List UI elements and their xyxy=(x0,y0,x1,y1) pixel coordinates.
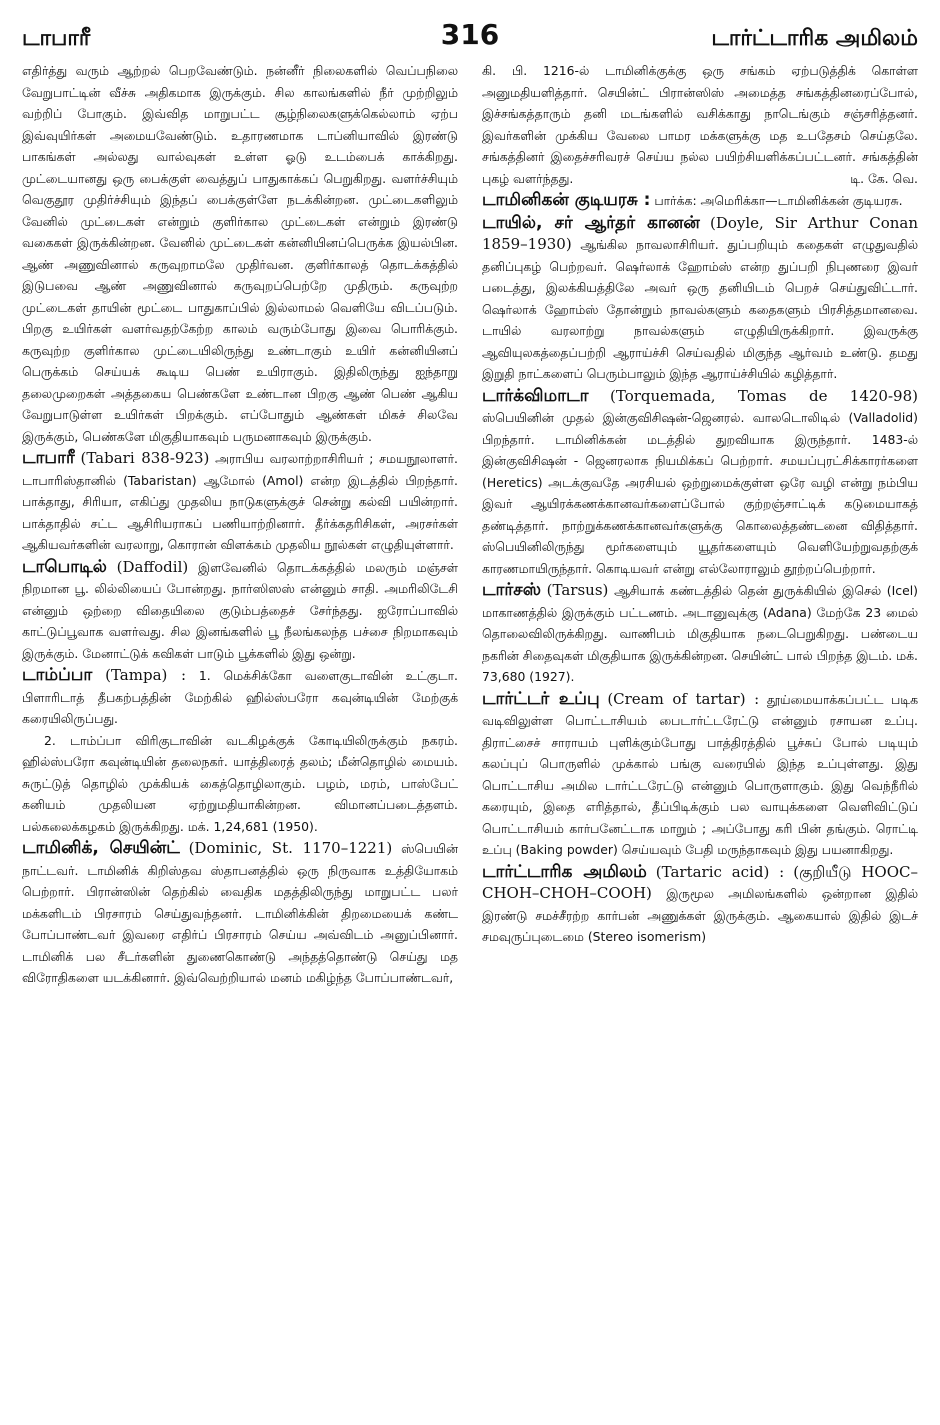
left-column xyxy=(22,60,458,1400)
entry-english: (Cream of tartar) : xyxy=(607,689,760,708)
entry-headword: டாமினிக், செயின்ட் xyxy=(22,838,180,858)
entry-tampa-part-2: 2. டாம்ப்பா விரிகுடாவின் வடகிழக்குக் கோடியிலிருக்கும் நகரம். ஹில்ஸ்பரோ கவுன்டியின் தலைநகர். யாத்திரைத் தலம்; மீன்தொழில் மையம். சுருட்டுத் தொழில் முக்கியக் கைத்தொழிலாகும். பழம், மரம், பாஸ்பேட் கனியம் முதலியன ஏற்றுமதியாகின்றன. விமானப்படைத்தளம். பல்கலைக்கழகம் இருக்கிறது. மக். 1,24,681 (1950). xyxy=(22,732,458,834)
entry-english: (Doyle, Sir Arthur Conan 1859–1930) xyxy=(482,213,918,253)
header-right-headword: டார்ட்டாரிக அமிலம் xyxy=(711,26,918,51)
continued-text: கி. பி. 1216-ல் டாமினிக்குக்கு ஒரு சங்கம் ஏற்படுத்திக் கொள்ள அனுமதியளித்தார். செயின்ட் பிரான்ஸிஸ் அமைத்த சங்கத்தினரைப்போல், இச்சங்கத்தாரும் தனி மடங்களில் வசிக்காது நாடெங்கும் சஞ்சரித்தனர். இவர்களின் முக்கிய வேலை பாமர மக்களுக்கு மத உபதேசம் செய்தலே. சங்கத்தினர் இதைச்சரிவரச் செய்ய நல்ல பயிற்சியளிக்கப்பட்டனர். சங்கத்தின் புகழ் வளர்ந்தது. xyxy=(482,63,918,186)
entry-body: ஸ்பெயின் நாட்டவர். டாமினிக் கிறிஸ்தவ ஸ்தாபனத்தில் ஒரு நிருவாக உத்தியோகம் பெற்றார். பிரான்ஸின் தெற்கில் வைதிக மதத்திலிருந்து மாறுபட்ட பலர் மக்களிடம் பிரசாரம் செய்துவந்தனர். டாமினிக்கின் திறமையைக் கண்ட போப்பாண்டவர் இவரை எதிர்ப் பிரசாரம் செய்ய அவ்விடம் அனுப்பினார். டாமினிக் பல சீடர்களின் துணைகொண்டு அந்தத்தொண்டு செய்து மத விரோதிகளை யடக்கினார். இவ்வெற்றியால் மனம் மகிழ்ந்த போப்பாண்டவர், xyxy=(22,841,458,985)
entry-body: பார்க்க: அமெரிக்கா—டாமினிக்கன் குடியரசு. xyxy=(654,193,903,208)
entry-english: (Daffodil) xyxy=(116,557,189,576)
page xyxy=(22,18,918,1408)
entry-body: 1. மெக்சிக்கோ வளைகுடாவின் உட்குடா. பிளாரிடாத் தீபகற்பத்தின் மேற்கில் ஹில்ஸ்பரோ கவுன்டியின் மேற்குக் கரையிலிருப்பது. xyxy=(22,668,458,726)
entry-headword: டாபொடில் xyxy=(22,556,107,577)
entry-body: தூய்மையாக்கப்பட்ட படிக வடிவிலுள்ள பொட்டாசியம் பைடார்ட்டரேட்டு என்னும் ரசாயன உப்பு. திராட்சைச் சாராயம் புளிக்கும்போது பாத்திரத்தில் பூச்சுப் போல் படியும் கலப்புப் பொருளில் முக்கால் பங்கு வரையில் இந்த உப்புள்ளது. இது பொட்டாசிய அமில டார்ட்டரேட்டு என்னும் பொருளாகும். இது வெந்நீரில் கரையும், இதை எரித்தால், தீப்பிடிக்கும் பல வாயுக்களை வெளிவிட்டுப் பொட்டாசியம் கார்பனேட்டாக மாறும் ; அப்போது கரி பின் தங்கும். ரொட்டி உப்பு (Baking powder) செய்யவும் பேதி மருந்தாகவும் இது பயனாகிறது. xyxy=(482,691,918,857)
entry-torquemada xyxy=(482,386,918,580)
entry-body: இளவேனில் தொடக்கத்தில் மலரும் மஞ்சள் நிறமான பூ. லில்லியைப் போன்றது. நார்ஸிஸஸ் என்னும் சாதி. அமரிலிடேசி என்னும் ஒற்றை விதையிலை குடும்பத்தைச் சேர்ந்தது. ஐரோப்பாவில் காட்டுப்பூவாக வளர்வது. சில இனங்களில் பூ நீலங்கலந்த பச்சை நிறமாகவும் இருக்கும். மேனாட்டுக் கவிகள் பாடும் பூக்களில் இது ஒன்று. xyxy=(22,559,458,661)
entry-headword: டாபாரீ xyxy=(22,448,75,468)
entry-doyle xyxy=(482,213,918,385)
chemical-formula: (குறியீடு HOOC–CHOH–CHOH–COOH) xyxy=(482,862,918,902)
running-header xyxy=(22,18,918,58)
entry-headword: டாயில், சர் ஆர்தர் கானன் xyxy=(482,212,700,233)
entry-english: (Torquemada, Tomas de 1420-98) xyxy=(610,386,918,405)
entry-headword: டார்க்விமாடா xyxy=(482,385,589,406)
entry-english: (Dominic, St. 1170–1221) xyxy=(188,839,393,857)
entry-body: ஸ்பெயினின் முதல் இன்குவிசிஷன்-ஜெனரல். வாலடொலிடில் (Valladolid) பிறந்தார். டாமினிக்கன் மடத்தில் துறவியாக இருந்தார். 1483-ல் இன்குவிசிஷன் - ஜெனரலாக நியமிக்கப் பெற்றார். சமயப்புரட்சிக்காரர்களை (Heretics) அடக்குவதே அரசியல் ஒற்றுமைக்குள்ள ஒரே வழி என்று நம்பிய இவர் ஆயிரக்கணக்கானவர்களைப்போல் குற்றஞ்சாட்டிக் கடுமையாகத் தண்டித்தார். நாற்றுக்கணக்கானவர்களுக்கு கொலைத்தண்டனை விதித்தார். ஸ்பெயினிலிருந்து மூர்களையும் யூதர்களையும் வெளியேற்றுவதற்குக் காரணமாயிருந்தார். கொடியவர் என்று எல்லோராலும் தூற்றப்பெற்றார். xyxy=(482,410,918,576)
page-number: 316 xyxy=(440,18,500,51)
entry-body: ஆசியாக் கண்டத்தில் தென் துருக்கியில் இசெல் (Icel) மாகாணத்தில் இருக்கும் பட்டணம். அடானுவுக்கு (Adana) மேற்கே 23 மைல் தொலைவிலிருக்கிறது. வாணிபம் மிகுதியாக நடைபெறுகிறது. பண்டைய நகரின் சிதைவுகள் மிகுதியாக இருக்கின்றன. செயின்ட் பால் பிறந்த இடம். மக். 73,680 (1927). xyxy=(482,583,918,684)
entry-tampa xyxy=(22,665,458,730)
entry-headword: டாம்ப்பா xyxy=(22,665,93,685)
entry-headword: டார்சஸ் xyxy=(482,580,541,600)
columns xyxy=(22,60,918,1400)
entry-headword: டார்ட்டாரிக அமிலம் xyxy=(482,861,647,882)
entry-tabari xyxy=(22,448,458,556)
right-column xyxy=(482,60,918,1400)
entry-dominic xyxy=(22,838,458,989)
entry-headword: டார்ட்டர் உப்பு xyxy=(482,688,600,709)
header-left-headword: டாபாரீ xyxy=(22,26,91,51)
entry-cream-of-tartar xyxy=(482,689,918,861)
entry-english: (Tartaric acid) : xyxy=(655,862,785,881)
entry-english: (Tabari 838-923) xyxy=(80,449,210,467)
continued-text: எதிர்த்து வரும் ஆற்றல் பெறவேண்டும். நன்னீர் நிலைகளில் வெப்பநிலை வேறுபாட்டின் வீச்சு அதிகமாக இருக்கும். சில காலங்களில் நீர் முற்றிலும் வற்றிப் போகும். இவ்வித மாறுபட்ட சூழ்நிலைகளுக்கெல்லாம் ஏற்ப இவ்வுயிர்கள் அமையவேண்டும். உதாரணமாக டாப்னியாவில் இரண்டு பாகங்கள் அல்லது வால்வுகள் உள்ள ஓடு உடம்பைக் காக்கிறது. முட்டையானது ஒரு பைக்குள் வைத்துப் பாதுகாக்கப் பெறுகிறது. வளர்ச்சியும் வெகுதூர முதிர்ச்சியும் இந்தப் பைக்குள்ளே நடக்கின்றன. முட்டைகளிலும் வேனில் முட்டைகள் என்றும் குளிர்கால முட்டைகள் என்றும் இரண்டு வகைகள் இருக்கின்றன. வேனில் முட்டைகள் கன்னியினப்பெருக்க இயல்பின. ஆண் அணுவினால் கருவுறாமலே முதிர்வன. குளிர்காலத் தொடக்கத்தில் இடுபவை ஆண் அணுவினால் கருவுறப்பெற்றே முதிரும். கருவுற்ற முட்டைகள் தாயின் மூட்டை பாதுகாப்பில் இல்லாமல் வெளியே விடப்படும். பிறகு உயிர்கள் வளர்வதற்கேற்ற காலம் வரும்போது இவை பொரிக்கும். கருவுற்ற குளிர்கால முட்டையிலிருந்து உண்டாகும் உயிர் கன்னியினப் பெருக்கம் செய்யக் கூடிய பெண் உயிராகும். இதிலிருந்து ஐந்தாறு தலைமுறைகள் அத்தகைய பெண்களே உண்டான பிறகு ஆண் பெண் ஆகிய வேறுபாடுள்ள உயிர்கள் பிறக்கும். எப்போதும் ஆண்கள் மிகச் சிலவே இருக்கும், பெண்களே மிகுதியாகவும் பருமனாகவும் இருக்கும். xyxy=(22,63,458,444)
entry-tartaric-acid xyxy=(482,862,918,948)
entry-body: அராபிய வரலாற்றாசிரியர் ; சமயநூலாளர். டாபாரிஸ்தானில் (Tabaristan) ஆமோல் (Amol) என்ற இடத்தில் பிறந்தார். பாக்தாது, சிரியா, எகிப்து முதலிய நாடுகளுக்குச் சென்று கல்வி பயின்றார். பாக்தாதில் சட்ட ஆசிரியராகப் பணியாற்றினார். தீர்க்கதரிசிகள், அரசர்கள் ஆகியவர்களின் வரலாறு, கொரான் விளக்கம் முதலிய நூல்கள் எழுதியுள்ளார். xyxy=(22,451,458,552)
entry-tarsus xyxy=(482,580,918,688)
entry-dominican-republic xyxy=(482,190,918,212)
author-signature: டி. கே. வெ. xyxy=(850,170,918,186)
entry-daffodil xyxy=(22,557,458,665)
entry-headword: டாமினிகன் குடியரசு : xyxy=(482,190,651,210)
entry-english: (Tarsus) xyxy=(546,581,609,599)
entry-body: இருமூல அமிலங்களில் ஒன்றான இதில் இரண்டு சமச்சீரற்ற கார்பன் அணுக்கள் இருக்கும். ஆகையால் இதில் இடச் சமவுருப்புடைமை (Stereo isomerism) xyxy=(482,886,918,944)
entry-body: ஆங்கில நாவலாசிரியர். துப்பறியும் கதைகள் எழுதுவதில் தனிப்புகழ் பெற்றவர். ஷெர்லாக் ஹோம்ஸ் என்ற துப்பறி நிபுணரை இவர் படைத்து, இலக்கியத்திலே அவர் ஒரு தனியிடம் பெறச் செய்துவிட்டார். ஷெர்லாக் ஹோம்ஸ் தோன்றும் நாவல்களும் கதைகளும் பிரசித்தமானவை. டாயில் வரலாற்று நாவல்களும் எழுதியிருக்கிறார். இவருக்கு ஆவியுலகத்தைப்பற்றி ஆராய்ச்சி செய்வதில் மிகுந்த ஆர்வம் உண்டு. தமது இறுதி நாட்களைப் பெரும்பாலும் இந்த ஆராய்ச்சியில் கழித்தார். xyxy=(482,237,918,381)
entry-english: (Tampa) : xyxy=(105,666,187,684)
